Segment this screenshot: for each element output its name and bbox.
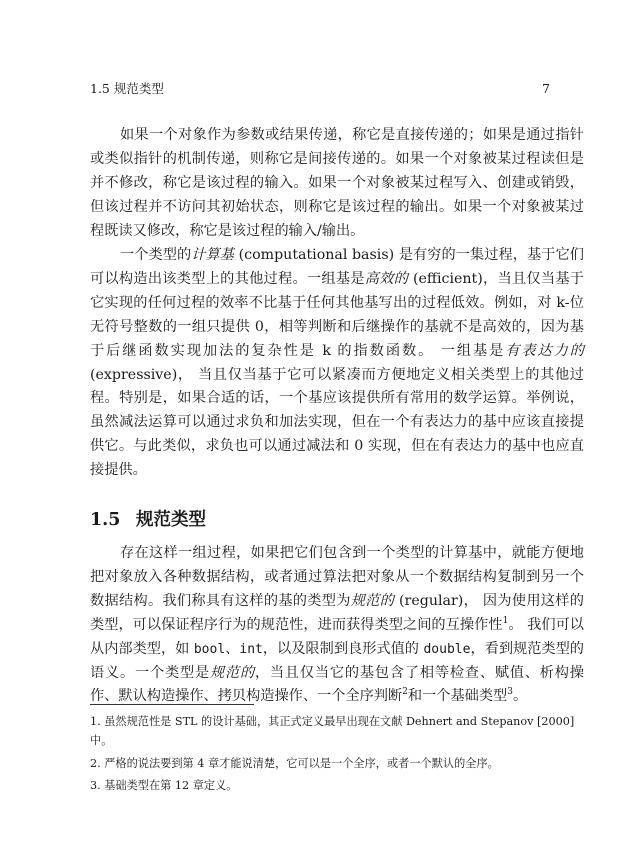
code-term: bool — [193, 641, 226, 657]
text-run: 。 — [512, 688, 528, 705]
emphasis-term: 有表达力的 — [505, 342, 584, 359]
text-block-1 — [90, 124, 584, 244]
text-run: 存在这样一组过程，如果把它们包含到一个类型的计算基中，就能方便地把对象放入各种数据结构，或者通过算法把对象从一个数据结构复制到另一个数据结构。我们称具有这样的基的类型为 — [90, 545, 584, 609]
text-run: (regular)， 因为使用这样的类型，可以保证程序行为的规范性，进而获得类型之间的互操作性 — [90, 592, 584, 633]
code-term: double — [423, 641, 471, 657]
running-header-section: 1.5 规范类型 — [90, 81, 164, 96]
text-block-2 — [90, 244, 584, 483]
page-number: 7 — [542, 81, 550, 96]
footnote-1 — [90, 712, 584, 750]
footnote-text: 2. 严格的说法要到第 4 章才能说清楚，它可以是一个全序，或者一个默认的全序。 — [90, 757, 499, 770]
footnote-2 — [90, 754, 584, 773]
footnote-text: 3. 基础类型在第 12 章定义。 — [90, 779, 238, 792]
text-run: ，以及限制到良形式值的 — [262, 640, 424, 657]
emphasis-term: 计算基 — [191, 247, 235, 263]
section-number: 1.5 — [90, 510, 121, 530]
text-run: 、 — [225, 640, 240, 657]
text-run: (expressive)， 当且仅当基于它可以紧凑而方便地定义相关类型上的其他过程。特别是，如果合适的话，一个基应该提供所有常用的数学运算。举例说，虽然减法运算可以通过求负和加法实现，但在一个有表达力的基中应该直接提供它。与此类似，求负也可以通过减法和 0 实现，但在有表达力的基中也应直接提供。 — [90, 366, 584, 479]
emphasis-term: 规范的 — [350, 592, 395, 609]
text-run: 一个类型的 — [120, 247, 192, 263]
section-heading — [90, 508, 206, 532]
text-run: (computational basis) 是有穷的一集过程，基于它们可以构造出该类型上的其他过程。一组基是 — [90, 247, 584, 287]
running-header — [90, 81, 550, 97]
footnote-ref[interactable]: 3 — [507, 687, 513, 698]
footnote-divider — [90, 704, 254, 705]
text-run: ，看到规范类型的语义。一个类型是 — [90, 640, 584, 681]
paragraph-direct-indirect: 如果一个对象作为参数或结果传递，称它是直接传递的；如果是通过指针或类似指针的机制传递，则称它是间接传递的。如果一个对象被某过程读但是并不修改，称它是该过程的输入。如果一个对象被某过程写入、创建或销毁，但该过程并不访问其初始状态，则称它是该过程的输出。如果一个对象被某过程既读又修改，称它是该过程的输入/输出。 — [90, 127, 584, 239]
text-run: (efficient)，当且仅当基于它实现的任何过程的效率不比基于任何其他基写出的过程低效。例如，对 k-位无符号整数的一组只提供 0，相等判断和后继操作的基就不是高效的，因为基于后继函数实现加法的复杂性是 k 的指数函数。 一组基是 — [90, 270, 584, 359]
emphasis-term: 高效的 — [364, 270, 409, 287]
text-run: 和一个基础类型 — [407, 688, 508, 705]
footnote-text: 1. 虽然规范性是 STL 的设计基础，其正式定义最早出现在文献 Dehnert and Stepanov [2000] 中。 — [90, 715, 575, 747]
text-block-3 — [90, 542, 584, 709]
code-term: int — [239, 641, 263, 657]
emphasis-term: 规范的 — [209, 664, 255, 681]
footnote-3 — [90, 776, 584, 795]
footnote-ref[interactable]: 2 — [402, 687, 408, 698]
paragraph-regular-types — [90, 542, 584, 709]
text-run: 。 我们可以从内部类型，如 — [90, 616, 584, 657]
footnote-ref[interactable]: 1 — [502, 615, 509, 626]
paragraph-computational-basis — [90, 244, 584, 483]
text-run: ，当且仅当它的基包含了相等检查、赋值、析构操作、默认构造操作、拷贝构造操作、一个全序判断 — [90, 664, 584, 705]
section-title: 规范类型 — [136, 510, 206, 530]
